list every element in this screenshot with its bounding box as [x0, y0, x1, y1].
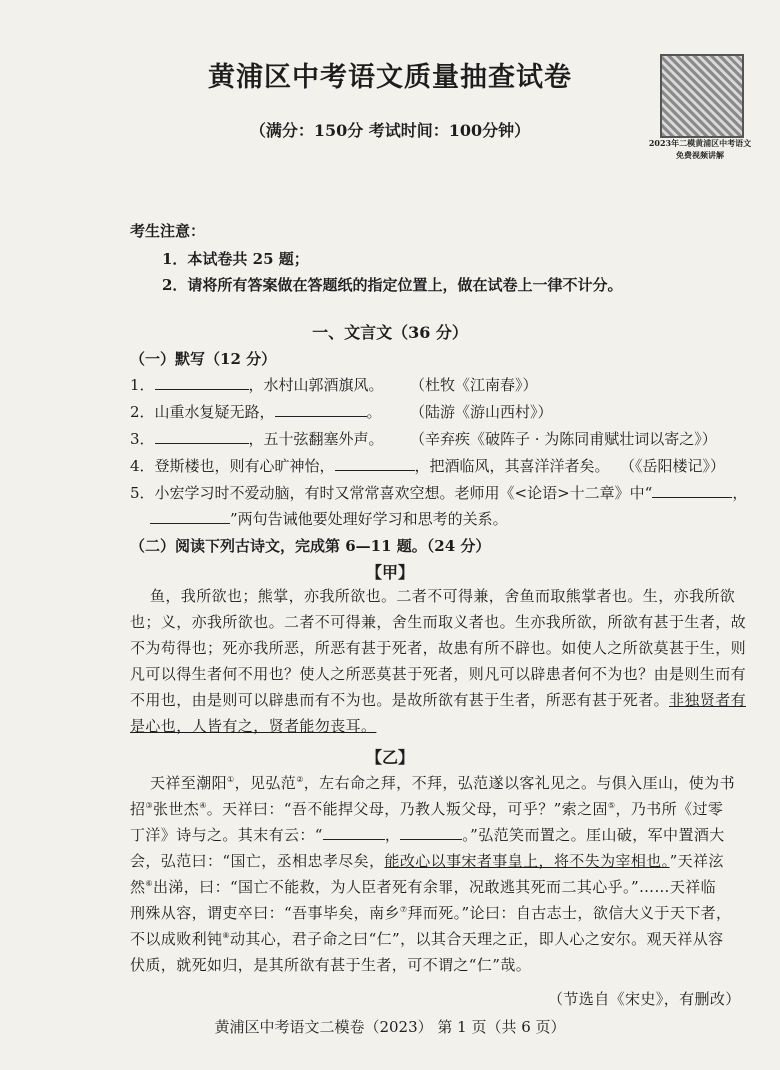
- question-2: [130, 401, 382, 422]
- passage-jia-line: 也；义，亦我所欲也。二者不可得兼，舍生而取义者也。生亦我所欲，所欲有甚于生者，故: [130, 613, 747, 631]
- notice-item-2: 2．请将所有答案做在答题纸的指定位置上，做在试卷上一律不计分。: [162, 276, 623, 294]
- answer-blank: [155, 375, 249, 390]
- answer-blank: [275, 402, 367, 417]
- page-title: 黄浦区中考语文质量抽查试卷: [208, 62, 572, 93]
- section-title: 一、文言文（36 分）: [312, 323, 468, 342]
- question-1: [130, 374, 384, 395]
- passage-yi-line: 伏质，就死如归，是其所欲有甚于生者，可不谓之“仁”哉。: [130, 956, 532, 974]
- passage-text: 然: [130, 878, 146, 896]
- answer-blank: [400, 825, 462, 840]
- passage-yi-line: [130, 850, 724, 871]
- answer-blank: [323, 825, 385, 840]
- answer-blank: [155, 429, 249, 444]
- q1-text: ，水村山郭酒旗风。: [248, 376, 384, 394]
- footnote-marker: ①: [227, 775, 235, 784]
- passage-text: 出涕，曰：“国亡不能救，为人臣者死有余罪，况敢逃其死而二其心乎。”……天祥临: [152, 878, 717, 896]
- notice-item-1: 1．本试卷共 25 题；: [162, 250, 309, 268]
- underlined-sentence: 非独贤者有: [669, 691, 747, 709]
- exam-info: （满分：150分 考试时间：100分钟）: [249, 121, 531, 140]
- passage-text: ，左右命之拜，不拜，弘范遂以客礼见之。与俱入厓山，使为书: [303, 774, 735, 792]
- q3-source: （辛弃疾《破阵子 · 为陈同甫赋壮词以寄之》）: [410, 430, 717, 448]
- question-5-line-2: [150, 508, 508, 529]
- passage-text: 不用也，由是则可以辟患而有不为也。是故所欲有甚于生者，所恶有甚于死者。: [130, 691, 670, 709]
- answer-blank: [652, 483, 732, 498]
- passage-text: 丁洋》诗与之。其末有云：“: [130, 826, 323, 844]
- passage-yi-line: [130, 928, 724, 949]
- passage-yi-line: [130, 902, 731, 923]
- passage-text: 张世杰: [152, 800, 200, 818]
- answer-blank: [150, 509, 230, 524]
- question-3: [130, 428, 384, 449]
- passage-jia-line: 不为苟得也；死亦我所恶，所恶有甚于死者，故患有所不辟也。如使人之所欲莫甚于生，则: [130, 639, 747, 657]
- qr-code-icon: [660, 54, 744, 138]
- passage-text: 会，弘范曰：“国亡，丞相忠孝尽矣，: [130, 852, 385, 870]
- passage-yi-line: [130, 798, 723, 819]
- passage-text: 招: [130, 800, 146, 818]
- passage-yi-line: [130, 876, 716, 897]
- q5-text: 5．小宏学习时不爱动脑，有时又常常喜欢空想。老师用《<论语>十二章》中“: [130, 484, 653, 502]
- q2-text: 2．山重水复疑无路，: [130, 403, 275, 421]
- question-4: [130, 455, 610, 476]
- q3-text: ，五十弦翻塞外声。: [248, 430, 384, 448]
- q5-line2: ”两句告诫他要处理好学习和思考的关系。: [230, 510, 508, 528]
- q3-number: 3．: [130, 430, 155, 448]
- passage-jia-line: 鱼，我所欲也；熊掌，亦我所欲也。二者不可得兼，舍鱼而取熊掌者也。生，亦我所欲: [150, 587, 736, 605]
- passage-text: ”天祥泫: [669, 852, 724, 870]
- q1-source: （杜牧《江南春》）: [410, 376, 538, 394]
- passage-jia-label: 【甲】: [365, 563, 414, 582]
- q4-text: 4．登斯楼也，则有心旷神怡，: [130, 457, 335, 475]
- footnote-marker: ⑦: [399, 905, 408, 914]
- passage-text: ，: [384, 826, 401, 844]
- passage-text: 动其心，君子命之曰“仁”，以其合天理之正，即人心之安尔。观天祥从容: [229, 930, 724, 948]
- underlined-sentence-2: 是心也，人皆有之，贤者能勿丧耳。: [130, 717, 377, 735]
- underlined-sentence: 能改心以事宋者事皇上，将不失为宰相也。: [384, 852, 670, 870]
- passage-yi-label: 【乙】: [365, 748, 414, 767]
- passage-jia-line: [130, 689, 746, 710]
- passage-text: 拜而死。”论曰：自古志士，欲信大义于天下者，: [407, 904, 732, 922]
- passage-text: 刑殊从容，谓吏卒曰：“吾事毕矣，南乡: [130, 904, 400, 922]
- footnote-marker: ⑥: [145, 879, 153, 888]
- q4-mid: ，把酒临风，其喜洋洋者矣。: [414, 457, 610, 475]
- part2-title: （二）阅读下列古诗文，完成第 6—11 题。（24 分）: [130, 537, 491, 555]
- question-5: [130, 482, 747, 503]
- passage-text: 不以成败利钝: [130, 930, 223, 948]
- q5-end: ，: [732, 484, 748, 502]
- passage-yi-line: [150, 772, 735, 793]
- passage-text: ，见弘范: [234, 774, 297, 792]
- answer-blank: [335, 456, 415, 471]
- footnote-marker: ③: [145, 801, 153, 810]
- passage-jia-line: 凡可以得生者何不用也？使人之所恶莫甚于死者，则凡可以辟患者何不为也？由是则生而有: [130, 665, 747, 683]
- part1-title: （一）默写（12 分）: [130, 350, 277, 368]
- notice-heading: 考生注意：: [130, 222, 206, 240]
- passage-text: ，乃书所《过零: [615, 800, 724, 818]
- q1-number: 1．: [130, 376, 155, 394]
- passage-text: 。”弘范笑而置之。厓山破，军中置酒大: [462, 826, 725, 844]
- q2-source: （陆游《游山西村》）: [410, 403, 553, 421]
- passage-text: 天祥至潮阳: [150, 774, 228, 792]
- footnote-marker: ④: [199, 801, 207, 810]
- footnote-marker: ⑧: [222, 931, 230, 940]
- footnote-marker: ②: [296, 775, 304, 784]
- passage-text: 。天祥曰：“吾不能捍父母，乃教人叛父母，可乎？”索之固: [206, 800, 608, 818]
- qr-caption-2: 免费视频讲解: [676, 150, 724, 160]
- qr-caption: 2023年二模黄浦区中考语文: [648, 138, 752, 148]
- passage-source: （节选自《宋史》，有删改）: [548, 990, 741, 1008]
- q2-end: 。: [366, 403, 382, 421]
- page-footer: 黄浦区中考语文二模卷（2023） 第 1 页（共 6 页）: [214, 1018, 566, 1036]
- footnote-marker: ⑤: [607, 801, 616, 810]
- q4-source: （《岳阳楼记》）: [620, 457, 726, 475]
- passage-yi-line: [130, 824, 725, 845]
